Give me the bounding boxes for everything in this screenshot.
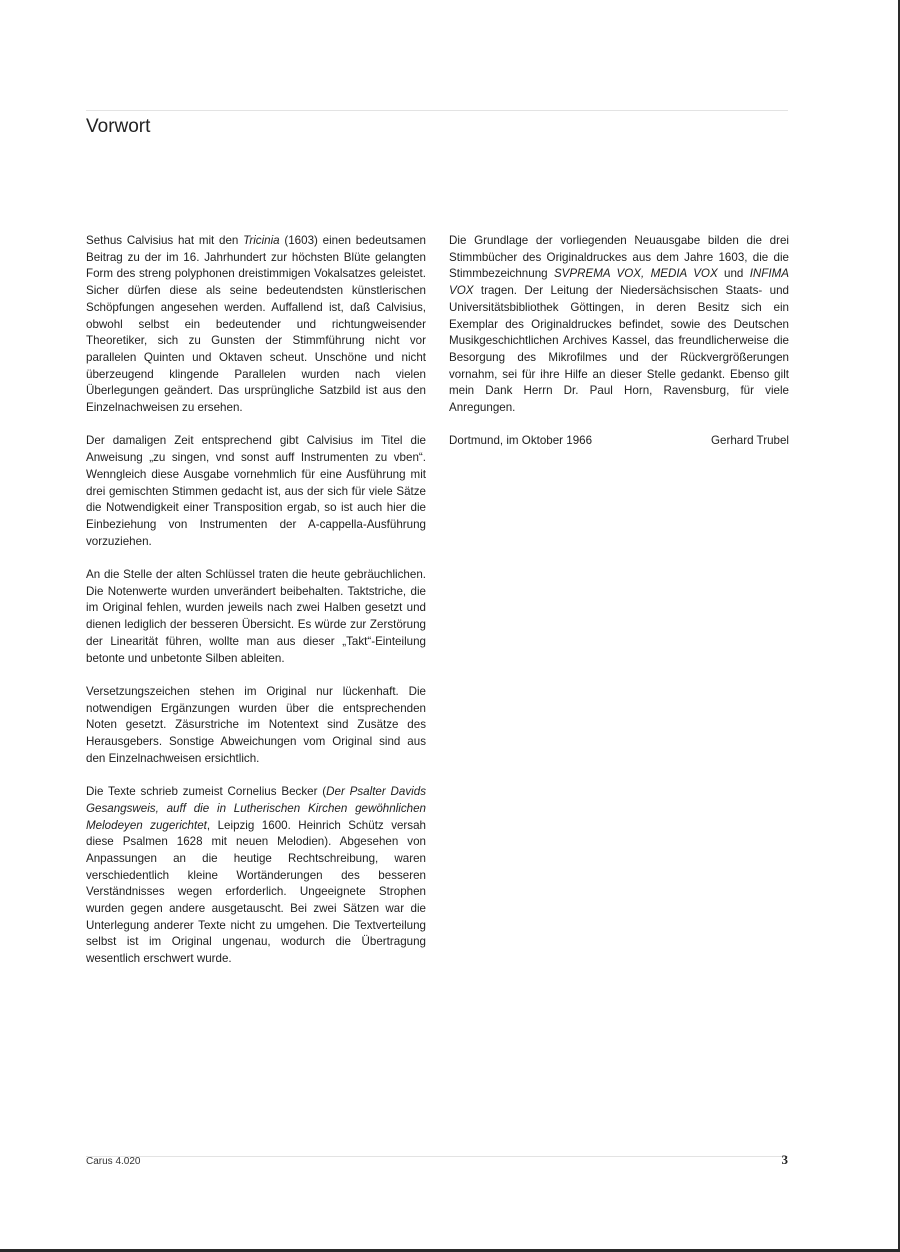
footer-catalog-number: Carus 4.020 xyxy=(86,1156,141,1167)
signature-author: Gerhard Trubel xyxy=(711,434,789,448)
text-run: , Leipzig 1600. Heinrich Schütz versah diese Psalmen 1628 mit neuen Melodien). Abgesehen von Anpassungen an die heutige Rechtschreibung, waren verschiedentlich kleine Wortänderungen des besseren Verständnisses wegen erforderlich. Ungeeignete Strophen wurden gegen andere ausgetauscht. Bei zwei Sätzen war die Unterlegung anderer Texte nicht zu umgehen. Die Textverteilung selbst ist im Original ungenau, wodurch die Übertragung wesentlich erschwert wurde. xyxy=(86,818,426,966)
page-number: 3 xyxy=(781,1152,788,1167)
text-run: (1603) einen bedeutsamen Beitrag zu der im 16. Jahrhundert zur höchsten Blüte gelangten Form des streng polyphonen dreistimmigen Vokalsatzes geleistet. Sicher dürfen diese als seine bedeutendsten künstlerischen Schöpfungen angesehen werden. Auffallend ist, daß Calvisius, obwohl selbst ein bedeutender und richtungweisender Theoretiker, sich zu Gunsten der Stimmführung nicht vor parallelen Quinten und Oktaven scheut. Unschöne und nicht überzeugend klingende Parallelen wurden nach vielen Überlegungen geändert. Das ursprüngliche Satzbild ist aus den Einzelnachweisen zu ersehen. xyxy=(86,234,426,415)
signature-line xyxy=(449,433,789,450)
text-run: Sethus Calvisius hat mit den xyxy=(86,234,244,247)
paragraph xyxy=(86,684,426,768)
text-run: tragen. Der Leitung der Niedersächsischen Staats- und Universitätsbibliothek Göttingen, in deren Besitz sich ein Exemplar des Originaldruckes befindet, sowie des Deutschen Musikgeschichtlichen Archives Kassel, das freundlicherweise die Besorgung des Mikrofilmes und der Rückvergrößerungen vornahm, sei für ihre Hilfe an dieser Stelle gedankt. Ebenso gilt mein Dank Herrn Dr. Paul Horn, Ravensburg, für viele Anregungen. xyxy=(449,284,789,415)
italic-text: Tricinia xyxy=(243,234,280,247)
paragraph xyxy=(86,784,426,968)
footer-rule xyxy=(86,1156,788,1157)
paragraph xyxy=(449,233,789,417)
text-run: An die Stelle der alten Schlüssel traten die heute gebräuchlichen. Die Notenwerte wurden unverändert beibehalten. Taktstriche, die im Original fehlen, wurden jeweils nach zwei Halben gesetzt und dienen lediglich der besseren Übersicht. Es würde zur Zerstörung der Linearität führen, wollte man aus dieser „Takt“-Einteilung betonte und unbetonte Silben ableiten. xyxy=(86,568,426,665)
text-run: und xyxy=(717,267,750,281)
right-column-paragraphs xyxy=(449,233,789,417)
paragraph xyxy=(86,233,426,417)
header-rule xyxy=(86,110,788,111)
right-column xyxy=(449,233,789,467)
italic-text: SVPREMA VOX, MEDIA VOX xyxy=(553,267,718,281)
signature-place-date: Dortmund, im Oktober 1966 xyxy=(449,434,593,448)
text-run: Die Grundlage der vorliegenden Neuausgabe bilden die drei Stimmbücher des Originaldruckes aus dem Jahre 1603, die die Stimmbezeichnung xyxy=(449,234,789,281)
page-title: Vorwort xyxy=(86,116,151,137)
text-run: Der damaligen Zeit entsprechend gibt Calvisius im Titel die Anweisung „zu singen, vnd sonst auff Instrumenten zu vben“. Wenngleich diese Ausgabe vornehmlich für eine Ausführung mit drei gemischten Stimmen gedacht ist, aus der sich für viele Sätze die Notwendigkeit einer Transposition ergab, so ist auch hier die Einbeziehung von Instrumenten der A-cappella-Ausführung vorzuziehen. xyxy=(86,434,426,548)
italic-text: INFIMA VOX xyxy=(449,267,789,298)
italic-text: Der Psalter Davids Gesangsweis, auff die in Lutherischen Kirchen gewöhnlichen Melodeyen zugerichtet xyxy=(86,785,426,832)
left-column xyxy=(86,233,426,985)
text-run: Die Texte schrieb zumeist Cornelius Becker ( xyxy=(86,785,327,799)
paragraph xyxy=(86,567,426,667)
text-run: Versetzungszeichen stehen im Original nur lückenhaft. Die notwendigen Ergänzungen wurden über die entsprechenden Noten gesetzt. Zäsurstriche im Notentext sind Zusätze des Herausgebers. Sonstige Abweichungen vom Original sind aus den Einzelnachweisen ersichtlich. xyxy=(86,684,426,765)
paragraph xyxy=(86,433,426,550)
